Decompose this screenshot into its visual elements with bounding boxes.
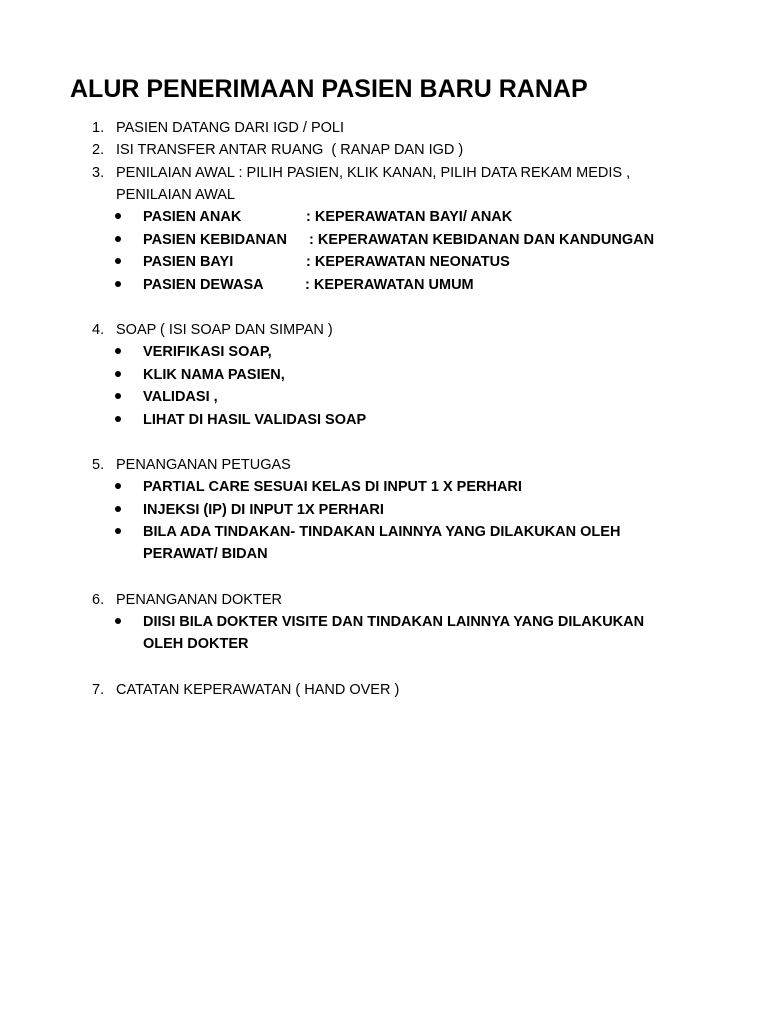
step-text: PENILAIAN AWAL : PILIH PASIEN, KLIK KANAN, PILIH DATA REKAM MEDIS , [116, 165, 631, 181]
item-value: : KEPERAWATAN BAYI/ ANAK [306, 209, 513, 225]
item-text: INJEKSI (IP) DI INPUT 1X PERHARI [143, 502, 384, 518]
item-text: VALIDASI , [143, 389, 218, 405]
item-value: : KEPERAWATAN UMUM [305, 277, 474, 293]
bullet-icon [115, 618, 121, 624]
item-text: KLIK NAMA PASIEN, [143, 367, 285, 383]
item-value: : KEPERAWATAN KEBIDANAN DAN KANDUNGAN [309, 232, 655, 248]
item-text-continued: OLEH DOKTER [143, 636, 249, 652]
step-text: SOAP ( ISI SOAP DAN SIMPAN ) [116, 322, 333, 338]
item-text: DIISI BILA DOKTER VISITE DAN TINDAKAN LAINNYA YANG DILAKUKAN [143, 614, 645, 630]
bullet-icon [115, 348, 121, 354]
bullet-icon [115, 281, 121, 287]
item-label: PASIEN BAYI [143, 254, 234, 270]
step-number: 2. [92, 142, 105, 158]
step-text: PASIEN DATANG DARI IGD / POLI [116, 120, 345, 136]
item-label: PASIEN ANAK [143, 209, 242, 225]
step-number: 7. [92, 682, 105, 698]
bullet-icon [115, 258, 121, 264]
item-text: PARTIAL CARE SESUAI KELAS DI INPUT 1 X PERHARI [143, 479, 522, 495]
item-text-continued: PERAWAT/ BIDAN [143, 546, 268, 562]
bullet-icon [115, 416, 121, 422]
item-value: : KEPERAWATAN NEONATUS [306, 254, 510, 270]
bullet-icon [115, 483, 121, 489]
bullet-icon [115, 371, 121, 377]
step-text: ISI TRANSFER ANTAR RUANG ( RANAP DAN IGD ) [116, 142, 464, 158]
item-text: VERIFIKASI SOAP, [143, 344, 272, 360]
step-number: 4. [92, 322, 105, 338]
step-number: 5. [92, 457, 105, 473]
item-label: PASIEN DEWASA [143, 277, 264, 293]
step-number: 1. [92, 120, 105, 136]
item-label: PASIEN KEBIDANAN [143, 232, 287, 248]
bullet-icon [115, 393, 121, 399]
page-title: ALUR PENERIMAAN PASIEN BARU RANAP [70, 75, 588, 103]
step-text: CATATAN KEPERAWATAN ( HAND OVER ) [116, 682, 400, 698]
step-text: PENANGANAN PETUGAS [116, 457, 291, 473]
bullet-icon [115, 528, 121, 534]
item-text: LIHAT DI HASIL VALIDASI SOAP [143, 412, 367, 428]
step-number: 6. [92, 592, 105, 608]
step-text-continued: PENILAIAN AWAL [116, 187, 235, 203]
item-text: BILA ADA TINDAKAN- TINDAKAN LAINNYA YANG DILAKUKAN OLEH [143, 524, 621, 540]
bullet-icon [115, 506, 121, 512]
step-text: PENANGANAN DOKTER [116, 592, 282, 608]
bullet-icon [115, 236, 121, 242]
bullet-icon [115, 213, 121, 219]
step-number: 3. [92, 165, 105, 181]
